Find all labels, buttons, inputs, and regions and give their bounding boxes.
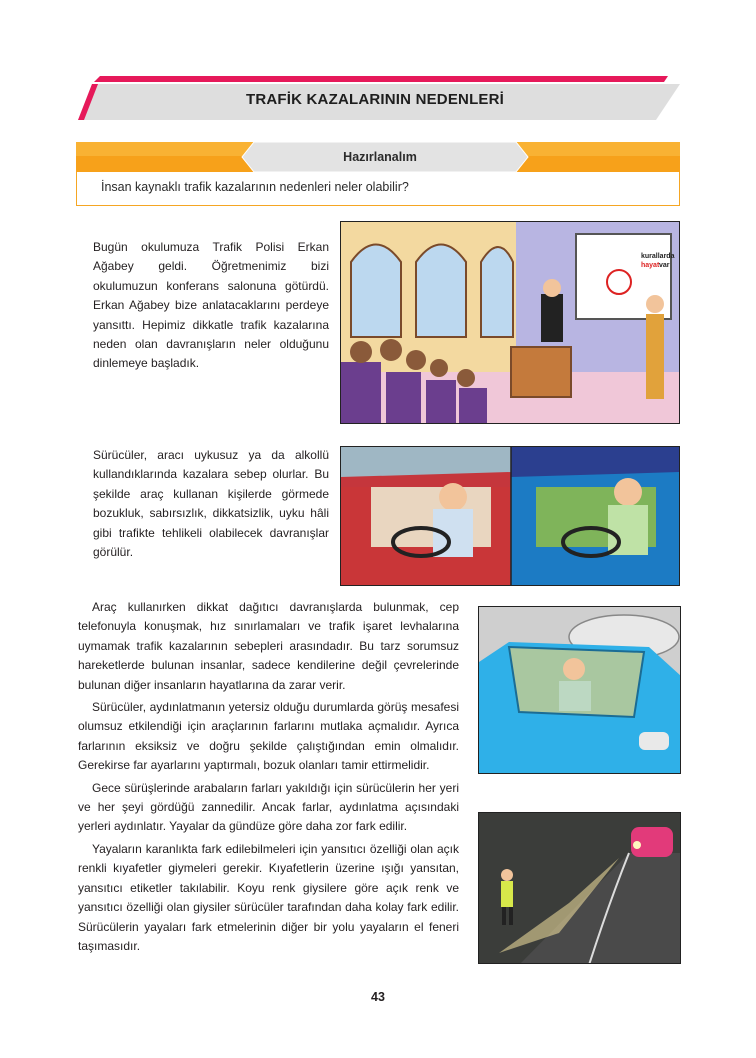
paragraph-group-distractions (78, 598, 459, 959)
tired-drivers-illustration (340, 446, 680, 586)
poster-line3: var (659, 262, 670, 269)
phone-driver-illustration (478, 606, 681, 774)
prepare-title: Hazırlanalım (343, 150, 417, 164)
prepare-question: İnsan kaynaklı trafik kazalarının nedenleri neler olabilir? (101, 180, 409, 194)
page-title: TRAFİK KAZALARININ NEDENLERİ (245, 91, 505, 108)
paragraph-sleepy-drivers: Sürücüler, aracı uykusuz ya da alkollü kullandıklarında kazalara sebep olurlar. Bu şekilde araç kullanan kişilerde görmede bozukluk, sabırsızlık, dikkatsizlik, uyku hâli gibi trafikte tehlikeli olabilecek davranışlar görülür. (93, 448, 329, 560)
conference-hall-illustration (340, 221, 680, 424)
poster-line2: hayat (641, 262, 660, 269)
poster-line1: kurallarda (641, 253, 675, 260)
page-number: 43 (371, 990, 385, 1004)
paragraph-conference: Bugün okulumuza Trafik Polisi Erkan Ağabey geldi. Öğretmenimiz bizi okulumuzun konferans salonuna götürdü. Erkan Ağabey bize anlatacaklarını perdeye yansıttı. Hepimiz dikkatle trafik kazalarına neden olan davranışların neler olduğunu dinlemeye başladık. (93, 240, 329, 371)
night-pedestrian-illustration (478, 812, 681, 964)
paragraph-headlights: Sürücüler, aydınlatmanın yetersiz olduğu durumlarda görüş mesafesi olumsuz etkilendiği için araçlarının farlarını mutlaka açmalıdır. Ayrıca farlarının eksiksiz ve doğru şekilde çalıştığından emin olmalıdır. Gerekirse far ayarlarını yaptırmalı, bozuk olanları tamir ettirmelidir. (78, 700, 459, 773)
paragraph-night-driving: Gece sürüşlerinde arabaların farları yakıldığı için sürücülerin her yeri ve her şeyi gördüğü zannedilir. Ancak farlar, aydınlatma açısındaki yerleri aydınlatır. Yayalar da gündüze göre daha zor fark edilir. (78, 780, 459, 834)
paragraph-reflective-clothing: Yayaların karanlıkta fark edilebilmeleri için yansıtıcı özelliği olan açık renkli kıyafetler giymeleri gerekir. Kıyafetlerin üzerine ışığı yansıtan, yansıtıcı etiketler takılabilir. Koyu renk giysilere göre açık renk ve yansıtıcı özelliği olan giysiler sürücüler tarafından daha kolay fark edilir. Sürücülerin yayaları fark etmelerinin diğer bir yolu yayaların el feneri taşımasıdır. (78, 841, 459, 953)
paragraph-distracted-driving: Araç kullanırken dikkat dağıtıcı davranışlarda bulunmak, cep telefonuyla konuşmak, hız sınırlamaları ve trafik işaret levhalarına uymamak trafik kazalarının sebepleri arasındadır. Bu tarz sorumsuz hareketlerde bulunan insanlar, sadece kendilerine değil çevrelerinde bulunan diğer insanların hayatlarına da zarar verir. (78, 600, 459, 692)
